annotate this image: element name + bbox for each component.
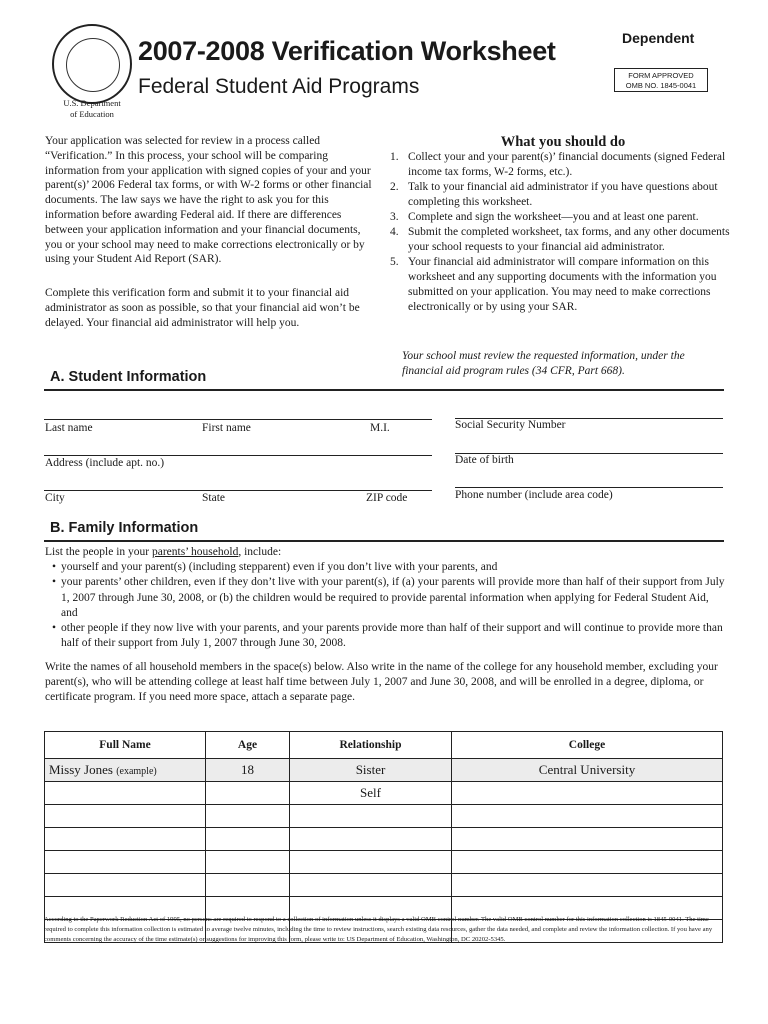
step-text: Submit the completed worksheet, tax forms, and any other documents your school requests to your financial aid administrator.: [408, 226, 730, 253]
college-cell[interactable]: [452, 805, 723, 828]
omb-approval-box: [614, 68, 708, 92]
example-row: [45, 759, 723, 782]
step-text: Your financial aid administrator will compare information on this worksheet and any supporting documents with the information you submitted on your application. You may need to make corrections electronically or by using your SAR.: [408, 256, 717, 313]
table-header-row: [45, 732, 723, 759]
first-name-label: First name: [202, 422, 251, 434]
step-text: Collect your and your parent(s)’ financial documents (signed Federal income tax forms, W-2 forms, etc.).: [408, 151, 726, 178]
what-you-should-do-heading: What you should do: [500, 134, 626, 150]
relationship-cell[interactable]: [290, 874, 452, 897]
step-item: [390, 210, 730, 225]
intro-paragraph: Your application was selected for review in a process called “Verification.” In this process, your school will be comparing information from your application with signed copies of your and your parent(s)’ 2006 Federal tax forms, or with W-2 forms or other financial documents. The law says we have the right to ask you for this information before awarding Federal aid. If there are differences between your application information and your financial documents, you or your school may need to make corrections electronically or by using your Student Aid Report (SAR).: [45, 135, 372, 266]
household-members-table: [44, 731, 723, 943]
household-bullet: • yourself and your parent(s) (including stepparent) even if you don’t live with your parents, and: [52, 561, 498, 574]
steps-list: [390, 150, 730, 315]
college-cell[interactable]: [452, 851, 723, 874]
name-cell[interactable]: [45, 828, 206, 851]
intro-paragraph-2: Complete this verification form and submit it to your financial aid administrator as soon as possible, so that your financial aid won’t be delayed. Your financial aid administrator will help you.: [45, 287, 360, 329]
phone-label: Phone number (include area code): [455, 489, 613, 501]
relationship-header: Relationship: [290, 732, 452, 759]
step-item: [390, 255, 730, 315]
zip-label: ZIP code: [366, 492, 408, 504]
household-bullet: • your parents’ other children, even if they don’t live with your parent(s), if (a) your parents will provide more than half of their support from July 1, 2007 through June 30, 2008, or (b) the children would be required to provide parental information when applying for Federal Student Aid, and: [52, 576, 725, 619]
name-cell[interactable]: [45, 874, 206, 897]
age-cell[interactable]: [206, 805, 290, 828]
relationship-cell[interactable]: [290, 851, 452, 874]
step-text: Talk to your financial aid administrator if you have questions about completing this worksheet.: [408, 181, 718, 208]
page-subtitle: Federal Student Aid Programs: [138, 75, 420, 98]
section-a-title: A. Student Information: [50, 369, 207, 385]
step-number: 3.: [390, 211, 399, 223]
paperwork-reduction-notice: According to the Paperwork Reduction Act of 1995, no persons are required to respond to a collection of information unless it displays a valid OMB control number. The valid OMB control number for this information collection is 1845-0041. The time required to complete this information collection is estimated to average twelve minutes, including the time to review instructions, search existing data resources, gather the data needed, and complete and review the information collection. If you have any comments concerning the accuracy of the time estimate(s) or suggestions for improving this form, please write to: US Department of Education, Washington, DC 20202-5345.: [44, 916, 713, 943]
household-intro-prefix: List the people in your: [45, 546, 152, 558]
name-cell[interactable]: [45, 805, 206, 828]
step-number: 4.: [390, 226, 399, 238]
section-b-rule: [44, 540, 724, 542]
example-name: Missy Jones: [49, 762, 113, 777]
step-item: [390, 225, 730, 255]
college-cell[interactable]: [452, 874, 723, 897]
age-header: Age: [206, 732, 290, 759]
household-bullet-text: other people if they now live with your parents, and your parents provide more than half of their support and will continue to provide more than half of their support from July 1, 2007 through June 30, 2008.: [61, 622, 723, 650]
table-row: [45, 874, 723, 897]
city-label: City: [45, 492, 65, 504]
household-intro: [45, 545, 725, 560]
section-a-rule: [44, 389, 724, 391]
name-field-line[interactable]: [44, 419, 432, 420]
dependency-status: Dependent: [622, 30, 695, 46]
example-relationship-cell: Sister: [290, 759, 452, 782]
seal-caption: [40, 98, 144, 120]
household-instructions: [45, 545, 725, 651]
example-name-cell: [45, 759, 206, 782]
step-number: 5.: [390, 256, 399, 268]
example-note: (example): [116, 766, 157, 777]
omb-line2: OMB NO. 1845-0041: [625, 81, 697, 90]
omb-line1: FORM APPROVED: [628, 71, 694, 80]
page-title: 2007-2008 Verification Worksheet: [138, 36, 556, 66]
section-b-title: B. Family Information: [50, 520, 199, 536]
full-name-header: Full Name: [45, 732, 206, 759]
address-label: Address (include apt. no.): [45, 457, 165, 469]
dob-label: Date of birth: [455, 454, 514, 466]
state-label: State: [202, 492, 225, 504]
city-state-zip-field-line[interactable]: [44, 490, 432, 491]
household-bullet: • other people if they now live with your parents, and your parents provide more than half of their support and will continue to provide more than half of their support from July 1, 2007 through June 30, 2008.: [52, 622, 723, 650]
household-intro-suffix: , include:: [238, 546, 282, 558]
seal-caption-line2: of Education: [70, 109, 114, 119]
ssn-label: Social Security Number: [455, 419, 566, 431]
step-item: [390, 180, 730, 210]
college-cell[interactable]: [452, 828, 723, 851]
age-cell[interactable]: [206, 851, 290, 874]
household-bullet-text: your parents’ other children, even if they don’t live with your parent(s), if (a) your parents will provide more than half of their support from July 1, 2007 through June 30, 2008, or (b) the children would be required to provide parental information when applying for Federal Student Aid, and: [61, 576, 725, 619]
example-college-cell: Central University: [452, 759, 723, 782]
parents-household-term: parents’ household: [152, 546, 239, 558]
step-number: 1.: [390, 151, 399, 163]
relationship-cell[interactable]: [290, 805, 452, 828]
name-cell[interactable]: [45, 782, 206, 805]
example-age-cell: 18: [206, 759, 290, 782]
table-row: [45, 805, 723, 828]
school-review-note: Your school must review the requested information, under the financial aid program rules (34 CFR, Part 668).: [402, 350, 685, 377]
seal-caption-line1: U.S. Department: [63, 98, 121, 108]
step-text: Complete and sign the worksheet—you and at least one parent.: [408, 211, 699, 223]
relationship-cell: Self: [290, 782, 452, 805]
household-bullet-text: yourself and your parent(s) (including stepparent) even if you don’t live with your parents, and: [61, 561, 498, 574]
step-number: 2.: [390, 181, 399, 193]
department-of-education-seal: [52, 24, 132, 104]
college-cell[interactable]: [452, 782, 723, 805]
table-row: [45, 782, 723, 805]
last-name-label: Last name: [45, 422, 93, 434]
age-cell[interactable]: [206, 828, 290, 851]
phone-field-line[interactable]: [455, 487, 723, 488]
age-cell[interactable]: [206, 874, 290, 897]
college-header: College: [452, 732, 723, 759]
table-row: [45, 828, 723, 851]
age-cell[interactable]: [206, 782, 290, 805]
relationship-cell[interactable]: [290, 828, 452, 851]
address-field-line[interactable]: [44, 455, 432, 456]
middle-initial-label: M.I.: [370, 422, 390, 434]
step-item: [390, 150, 730, 180]
write-names-instructions: Write the names of all household members in the space(s) below. Also write in the name of the college for any household member, excluding your parent(s), who will be attending college at least half time between July 1, 2007 and June 30, 2008, and will be enrolled in a degree, diploma, or certificate program. If you need more space, attach a separate page.: [45, 661, 718, 704]
table-row: [45, 851, 723, 874]
name-cell[interactable]: [45, 851, 206, 874]
